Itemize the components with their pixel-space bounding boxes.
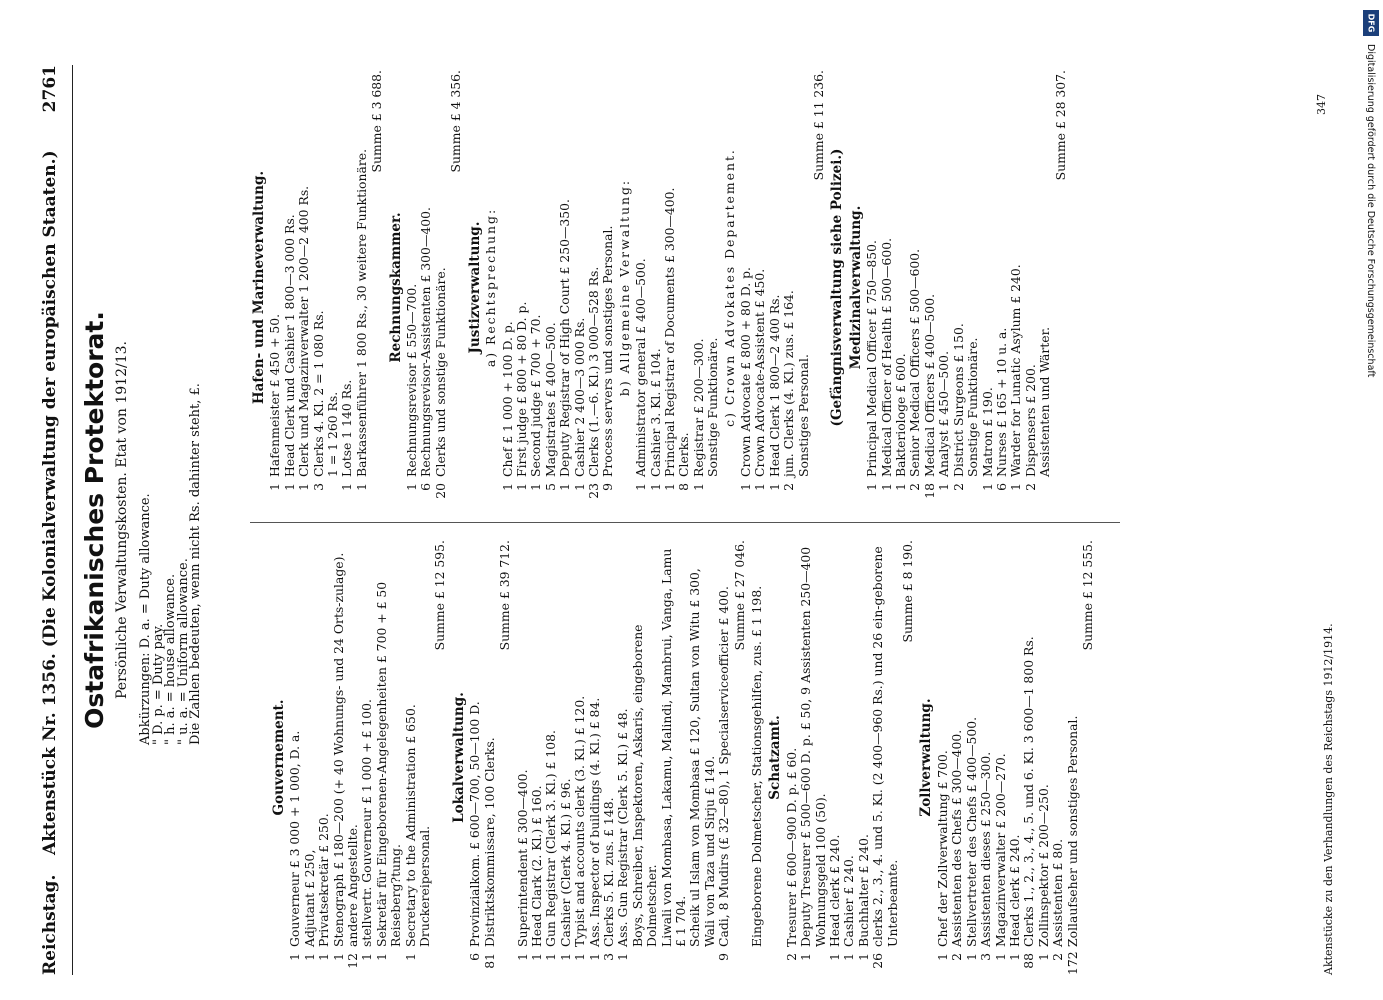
list-item xyxy=(660,540,689,975)
item-count: 1 xyxy=(402,953,418,961)
item-count: 1 xyxy=(827,953,843,961)
section-heading: Justizverwaltung. xyxy=(466,221,483,354)
item-text: Warder for Lunatic Asylum £ 240. xyxy=(1008,264,1024,477)
section-sum: Summe £ 4 356. xyxy=(448,70,464,173)
right-column xyxy=(248,70,1071,505)
subsection-heading: c) Crown Advokates Departement. xyxy=(721,148,737,427)
item-text: Head Clark (2. Kl.) £ 160. xyxy=(528,785,544,947)
item-text: Cashier £ 240. xyxy=(841,855,857,947)
item-text: andere Angestellte. xyxy=(345,824,361,947)
item-count: 1 xyxy=(661,483,677,491)
list-item xyxy=(515,70,529,505)
item-count: 1 xyxy=(528,483,544,491)
list-item xyxy=(288,540,302,975)
item-count: 1 xyxy=(267,483,283,491)
section-sum: Summe £ 27 046. xyxy=(731,540,747,651)
item-text: Tresurer £ 600—900 D. p. £ 60. xyxy=(783,747,799,947)
section-sum: Summe £ 28 307. xyxy=(1052,70,1068,181)
subsection-heading: a) Rechtsprechung: xyxy=(483,207,499,368)
item-count: 1 xyxy=(798,953,814,961)
abbreviation-line: " u. a. = Uniform allowance. xyxy=(175,558,191,745)
list-item xyxy=(965,540,979,975)
item-text: Superintendent £ 300—400. xyxy=(514,769,530,947)
list-item xyxy=(587,70,601,505)
item-count: 1 xyxy=(287,953,303,961)
item-count: 1 xyxy=(353,483,369,491)
item-count: 1 xyxy=(1008,483,1024,491)
list-item xyxy=(828,540,842,975)
section-sum: Summe £ 3 688. xyxy=(369,70,385,173)
list-item xyxy=(312,70,326,505)
item-text: Magistrates £ 400—500. xyxy=(542,322,558,477)
abbreviation-line: " D. p. = Duty pay. xyxy=(150,623,166,745)
section-heading: Rechnungskammer. xyxy=(387,212,404,363)
section-heading: (Gefängnisverwaltung siehe Polizei.) xyxy=(829,148,846,427)
header-rule xyxy=(72,65,73,975)
item-text: Crown Advocate-Assistent £ 450. xyxy=(752,268,768,477)
item-count: 2 xyxy=(907,483,923,491)
item-count: 2 xyxy=(1050,953,1066,961)
item-count xyxy=(1038,483,1052,505)
list-item xyxy=(418,540,432,975)
list-item xyxy=(1038,70,1052,505)
item-count: 1 xyxy=(864,483,880,491)
list-item xyxy=(326,70,340,505)
item-count: 1 xyxy=(936,483,952,491)
item-count: 1 xyxy=(528,953,544,961)
list-item xyxy=(544,540,558,975)
rotated-page-content xyxy=(30,65,1335,975)
list-item xyxy=(1008,540,1022,975)
item-text: Clerks 4. Kl. 2 = 1 080 Rs. xyxy=(310,310,326,477)
list-item xyxy=(994,540,1008,975)
dfg-logo xyxy=(1363,10,1379,36)
item-count: 1 xyxy=(615,953,631,961)
item-count: 1 xyxy=(359,953,375,961)
item-count: 1 xyxy=(404,483,420,491)
item-text: stellvertr. Gouverneur £ 1 000 + £ 100. xyxy=(359,699,375,947)
item-text: Distriktskommissare, 100 Clerks. xyxy=(481,737,497,947)
item-count xyxy=(966,483,980,505)
item-count: 6 xyxy=(993,483,1009,491)
list-item xyxy=(317,540,331,975)
list-item xyxy=(908,70,922,505)
item-text: Assistenten des Chefs £ 300—400. xyxy=(949,729,965,947)
item-count: 1 xyxy=(499,483,515,491)
item-text: Assistenten und Wärter. xyxy=(1037,326,1053,477)
list-item xyxy=(1009,70,1023,505)
item-count: 2 xyxy=(950,483,966,491)
subsection-heading: b) Allgemeine Verwaltung: xyxy=(616,178,632,397)
item-count xyxy=(631,953,660,975)
list-item xyxy=(631,540,660,975)
list-item xyxy=(634,70,648,505)
list-item xyxy=(360,540,374,975)
list-item xyxy=(894,70,908,505)
list-item xyxy=(573,70,587,505)
dfg-logo-text: DFG xyxy=(1366,13,1376,33)
item-text: Administrator general £ 400—500. xyxy=(633,258,649,477)
item-text: Second judge £ 700 + 70. xyxy=(528,314,544,477)
item-text: Principal Registrar of Documents £ 300—400. xyxy=(661,187,677,477)
item-text: Senior Medical Officers £ 500—600. xyxy=(907,248,923,477)
item-count: 1 xyxy=(513,483,529,491)
list-item xyxy=(375,540,404,975)
item-count: 3 xyxy=(310,483,326,491)
item-text: Rechnungsrevisor £ 550—700. xyxy=(404,283,420,477)
list-item xyxy=(677,70,691,505)
section-sum: Summe £ 12 595. xyxy=(432,540,448,651)
item-count: 1 xyxy=(514,953,530,961)
item-text: Cashier 3. Kl. £ 104. xyxy=(647,348,663,477)
list-item xyxy=(688,540,717,975)
item-count: 1 xyxy=(281,483,297,491)
item-text: Matron £ 190. xyxy=(979,387,995,477)
list-item xyxy=(434,70,448,505)
list-item xyxy=(799,540,828,975)
list-item xyxy=(483,540,497,975)
item-count: 1 xyxy=(301,953,317,961)
item-count xyxy=(797,483,811,505)
item-text: Privatsekretär £ 250. xyxy=(316,813,332,947)
item-count: 26 xyxy=(870,953,886,969)
abbreviation-note: Die Zahlen bedeuten, wenn nicht Rs. dahinter steht, £. xyxy=(188,383,204,745)
item-text: Head Clerk und Cashier 1 800—3 000 Rs. xyxy=(281,214,297,477)
page-subtitle: Persönliche Verwaltungskosten. Etat von 1912/13. xyxy=(114,341,130,699)
item-text: Dispensers £ 200. xyxy=(1022,364,1038,477)
list-item xyxy=(753,70,767,505)
item-text: Sonstiges Personal. xyxy=(795,354,811,477)
item-count: 2 xyxy=(781,483,797,491)
page-number: 2761 xyxy=(40,65,60,113)
item-count: 1 xyxy=(752,483,768,491)
item-text: Head Clerk 1 800—2 400 Rs. xyxy=(766,294,782,477)
item-count xyxy=(688,953,717,975)
item-text: Hafenmeister £ 450 + 50. xyxy=(267,313,283,477)
digitization-credit: Digitalisierung gefördert durch die Deutsche Forschungsgemeinschaft xyxy=(1365,44,1376,378)
section-heading: Schatzamt. xyxy=(767,715,784,800)
list-item xyxy=(966,70,980,505)
page-title: Ostafrikanisches Protektorat. xyxy=(80,311,109,729)
item-text: Rechnungsrevisor-Assistenten £ 300—400. xyxy=(418,207,434,477)
list-item xyxy=(923,70,937,505)
list-item xyxy=(663,70,677,505)
list-item xyxy=(602,540,616,975)
item-count: 1 xyxy=(738,483,753,491)
item-text: Eingeborene Dolmetscher, Stationsgehilfen, zus. £ 1 198. xyxy=(749,585,764,947)
item-count: 1 xyxy=(571,483,587,491)
page-header xyxy=(30,65,70,975)
list-item xyxy=(1066,540,1080,975)
item-text: Medical Officers £ 400—500. xyxy=(921,293,937,477)
item-text: clerks 2., 3., 4. und 5. Kl. (2 400—960 Rs.) und 26 ein-geborene Unterbeamte. xyxy=(870,546,900,947)
item-text: Secretary to the Administration £ 650. xyxy=(402,704,418,947)
section-sum: Summe £ 11 236. xyxy=(811,70,827,181)
list-item xyxy=(950,540,964,975)
section-heading: Medizinalverwaltung. xyxy=(847,205,864,370)
list-item xyxy=(283,70,297,505)
list-item xyxy=(601,70,615,505)
list-item xyxy=(530,540,544,975)
item-text: Cashier (Clerk 4. Kl.) £ 96. xyxy=(557,778,573,947)
list-item xyxy=(649,70,663,505)
list-item xyxy=(405,70,419,505)
item-count xyxy=(660,953,689,975)
item-count: 1 xyxy=(690,483,706,491)
item-text: Process servers und sonstiges Personal. xyxy=(600,225,616,477)
section-sum: Summe £ 39 712. xyxy=(497,540,513,651)
item-count: 1 xyxy=(934,953,950,961)
item-count: 1 xyxy=(979,483,995,491)
list-item xyxy=(419,70,433,505)
item-text: Clerk und Magazinverwalter 1 200—2 400 Rs. xyxy=(296,185,312,477)
item-count: 1 xyxy=(557,953,573,961)
list-item xyxy=(529,70,543,505)
item-count: 20 xyxy=(432,483,448,499)
item-count: 172 xyxy=(1064,951,1080,975)
item-count: 18 xyxy=(921,483,937,499)
list-item xyxy=(842,540,856,975)
item-text: Medical Officer of Health £ 500—600. xyxy=(878,237,894,477)
item-text: Registrar £ 200—300. xyxy=(690,338,706,477)
item-count: 6 xyxy=(418,483,434,491)
list-item xyxy=(865,70,879,505)
item-text: Ass. Inspector of buildings (4. Kl.) £ 84. xyxy=(586,697,602,947)
item-text: Assistenten dieses £ 250—300. xyxy=(978,751,994,947)
abbreviation-line: " h. a. = house allowance. xyxy=(163,573,179,745)
item-text: First judge £ 800 + 80 D. p. xyxy=(513,301,529,477)
item-text: Chef £ 1 000 + 100 D. p. xyxy=(499,321,515,477)
list-item xyxy=(346,540,360,975)
list-item xyxy=(1024,70,1038,505)
list-item xyxy=(1022,540,1036,975)
item-count: 6 xyxy=(467,953,483,961)
section-sum: Summe £ 12 555. xyxy=(1079,540,1095,651)
item-text: Head clerk £ 240. xyxy=(827,834,843,947)
item-text: Typist and accounts clerk (3. Kl.) £ 120. xyxy=(572,695,588,947)
item-text: Head clerk £ 240. xyxy=(1006,834,1022,947)
list-item xyxy=(952,70,966,505)
list-item xyxy=(692,70,706,505)
list-item xyxy=(501,70,515,505)
list-item xyxy=(558,70,572,505)
item-count: 12 xyxy=(345,953,361,969)
item-count: 88 xyxy=(1021,953,1037,969)
list-item xyxy=(995,70,1009,505)
item-count: 2 xyxy=(1022,483,1038,491)
item-text: Gun Registrar (Clerk 3. Kl.) £ 108. xyxy=(543,730,559,947)
section-heading: Lokalverwaltung. xyxy=(450,692,467,823)
list-item xyxy=(857,540,871,975)
list-item xyxy=(303,540,317,975)
item-count: 1 xyxy=(557,483,573,491)
item-count: 1 xyxy=(766,483,782,491)
item-text: Assistenten £ 80. xyxy=(1050,838,1066,947)
list-item xyxy=(750,540,764,975)
item-text: Cadi, 8 Mudirs (£ 32—80), 1 Specialserviceofficier £ 400. xyxy=(716,586,732,947)
item-count: 1 xyxy=(543,953,559,961)
item-text: Zollinspektor £ 200—250. xyxy=(1035,784,1051,947)
section-heading: Gouvernement. xyxy=(271,699,287,816)
item-count xyxy=(326,483,340,505)
item-text: Stenograph £ 180—200 (+ 40 Wohnungs- und 24 Orts-zulage). xyxy=(330,552,346,947)
list-item xyxy=(981,70,995,505)
abbreviations-block xyxy=(140,145,203,745)
item-text: 1 = 1 260 Rs. xyxy=(325,391,341,477)
item-text: Sonstige Funktionäre. xyxy=(965,337,981,477)
item-count: 1 xyxy=(586,953,602,961)
item-text: Adjutant £ 250, xyxy=(301,849,317,947)
item-text: Sekretär für Eingeborenen-Angelegenheiten £ 700 + £ 50 Reiseberg?tung. xyxy=(373,581,404,947)
item-count: 1 xyxy=(963,953,979,961)
item-text: Deputy Tresurer £ 500—600 D. p. £ 50, 9 Assistenten 250—400 Wohnungsgeld 100 (50). xyxy=(798,546,828,947)
list-item xyxy=(936,540,950,975)
item-count: 1 xyxy=(992,953,1008,961)
item-text: Magazinverwalter £ 200—270. xyxy=(992,753,1008,947)
list-item xyxy=(768,70,782,505)
item-text: Zollaufseher und sonstiges Personal. xyxy=(1064,715,1080,947)
header-left: Reichstag. xyxy=(40,874,60,975)
list-item xyxy=(468,540,482,975)
item-text: Gouverneur £ 3 000 + 1 000, D. a. xyxy=(287,730,303,947)
list-item xyxy=(268,70,282,505)
list-item xyxy=(785,540,799,975)
item-text: Clerks (1.—6. Kl.) 3 000—528 Rs. xyxy=(585,266,601,477)
item-text: Lotse 1 140 Rs. xyxy=(339,379,355,477)
item-text: Principal Medical Officer £ 750—850. xyxy=(864,240,880,477)
digitization-sidebar xyxy=(1362,10,1380,990)
item-count: 3 xyxy=(978,953,994,961)
item-count: 1 xyxy=(855,953,871,961)
item-text: Clerks und sonstige Funktionäre. xyxy=(432,267,448,477)
list-item xyxy=(355,70,369,505)
item-text: Crown Advocate £ 800 + 80 D. p. xyxy=(738,267,753,477)
list-item xyxy=(332,540,346,975)
item-count: 2 xyxy=(783,953,799,961)
list-item xyxy=(880,70,894,505)
list-item xyxy=(739,70,753,505)
footer-number: 347 xyxy=(1315,94,1328,115)
list-item xyxy=(616,540,630,975)
item-count: 23 xyxy=(585,483,601,499)
list-item xyxy=(588,540,602,975)
item-text: Sonstige Funktionäre. xyxy=(705,337,721,477)
item-count: 9 xyxy=(600,483,616,491)
list-item xyxy=(544,70,558,505)
list-item xyxy=(797,70,811,505)
item-count: 1 xyxy=(316,953,332,961)
item-count: 1 xyxy=(1035,953,1051,961)
item-text: Nurses £ 165 + 10 u. a. xyxy=(993,327,1009,477)
column-divider xyxy=(250,522,1120,523)
page-footer: Aktenstücke zu den Verhandlungen des Reichstags 1912/1914. xyxy=(1322,623,1335,975)
item-count: 8 xyxy=(676,483,692,491)
item-count: 1 xyxy=(841,953,857,961)
item-count: 1 xyxy=(339,483,355,491)
item-text: Clerks 5. Kl. zus. £ 148. xyxy=(600,797,616,947)
item-count: 1 xyxy=(878,483,894,491)
list-item xyxy=(871,540,900,975)
section-heading: Zollverwaltung. xyxy=(918,698,935,817)
item-text: Clerks. xyxy=(676,432,692,477)
list-item xyxy=(340,70,354,505)
list-item xyxy=(559,540,573,975)
item-text: Buchhalter £ 240. xyxy=(855,834,871,947)
item-count: 1 xyxy=(893,483,909,491)
item-text: Cashier 2 400—3 000 Rs. xyxy=(571,317,587,477)
list-item xyxy=(1051,540,1065,975)
item-count: 2 xyxy=(949,953,965,961)
item-text: Provinzialkom. £ 600—700, 50—100 D. xyxy=(467,701,483,947)
list-item xyxy=(979,540,993,975)
list-item xyxy=(1037,540,1051,975)
item-text: Liwali von Mombasa, Lakamu, Malindi, Mambrui, Vanga, Lamu £ 1 704. xyxy=(658,548,688,947)
list-item xyxy=(516,540,530,975)
item-text: Bakteriologe £ 600. xyxy=(893,353,909,477)
section-heading: Hafen- und Marineverwaltung. xyxy=(251,170,267,405)
list-item xyxy=(782,70,796,505)
list-item xyxy=(573,540,587,975)
item-count xyxy=(418,953,432,975)
item-count: 81 xyxy=(481,953,497,969)
item-count: 9 xyxy=(716,953,732,961)
item-text: Stellvertreter des Chefs £ 400—500. xyxy=(963,716,979,947)
item-count: 1 xyxy=(296,483,312,491)
item-text: Analyst £ 450—500. xyxy=(936,350,952,477)
item-count: 1 xyxy=(572,953,588,961)
item-count xyxy=(706,483,720,505)
abbreviation-line: Abkürzungen: D. a. = Duty allowance. xyxy=(138,493,153,745)
header-center: Aktenstück Nr. 1356. (Die Kolonialverwaltung der europäischen Staaten.) xyxy=(40,150,60,855)
list-item xyxy=(297,70,311,505)
item-count: 1 xyxy=(633,483,649,491)
item-count: 1 xyxy=(330,953,346,961)
item-text: Scheik ul Islam von Mombasa £ 120, Sultan von Witu £ 300, Wali von Taza und Sirju £ 140. xyxy=(687,568,717,947)
item-text: Druckereipersonal. xyxy=(417,825,433,947)
item-text: Boys, Schreiber, Inspektoren, Askaris, eingeborene Dolmetscher. xyxy=(629,624,660,947)
item-count: 1 xyxy=(1006,953,1022,961)
item-count: 5 xyxy=(542,483,558,491)
item-count: 3 xyxy=(600,953,616,961)
item-text: Chef der Zollverwaltung £ 700. xyxy=(934,750,950,947)
list-item xyxy=(706,70,720,505)
list-item xyxy=(404,540,418,975)
item-text: Deputy Registrar of High Court £ 250—350. xyxy=(557,199,573,477)
item-count: 1 xyxy=(647,483,663,491)
list-item xyxy=(717,540,731,975)
item-count xyxy=(750,953,764,975)
item-text: Barkassenführer 1 800 Rs., 30 weitere Funktionäre. xyxy=(353,148,369,477)
item-text: Ass. Gun Registrar (Clerk 5. Kl.) £ 48. xyxy=(615,708,631,947)
item-text: District Surgeons £ 150. xyxy=(950,323,966,477)
item-count: 1 xyxy=(373,953,389,961)
item-text: Clerks 1., 2., 3., 4., 5. und 6. Kl. 3 600—1 800 Rs. xyxy=(1021,636,1037,947)
list-item xyxy=(937,70,951,505)
left-column xyxy=(268,540,1098,975)
section-sum: Summe £ 8 190. xyxy=(900,540,916,643)
item-text: jun. Clerks (4. Kl.) zus. £ 164. xyxy=(781,290,797,477)
